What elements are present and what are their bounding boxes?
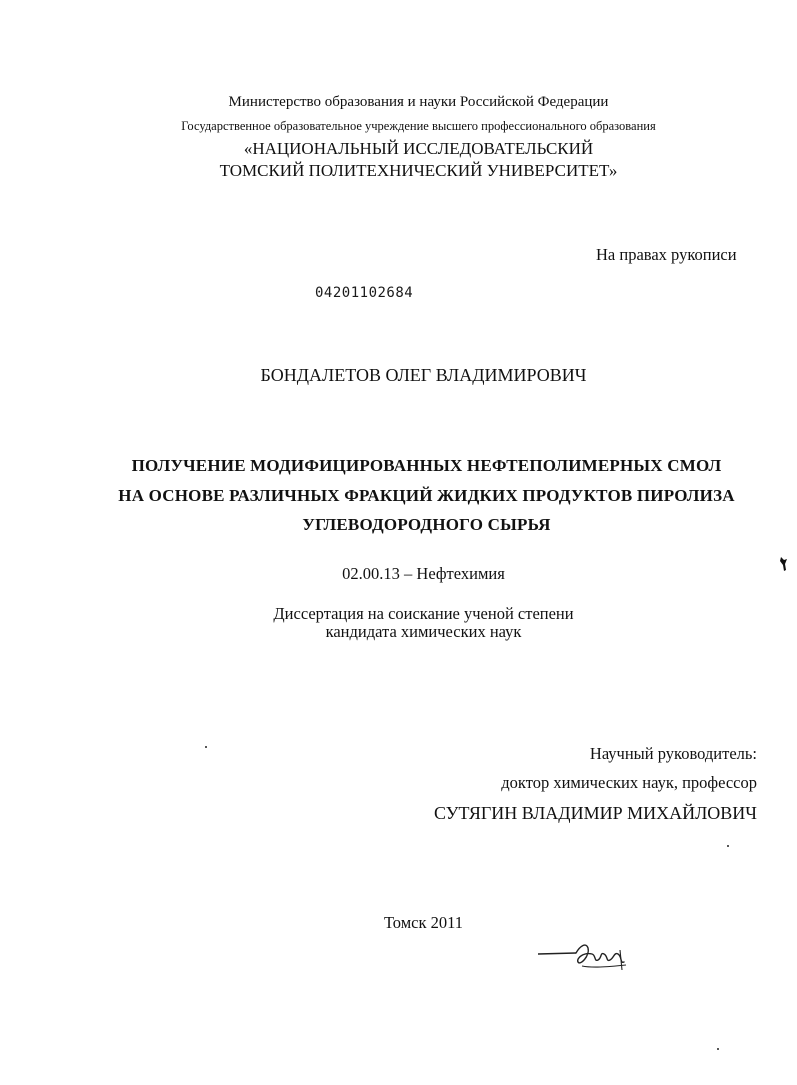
- margin-mark: [779, 556, 789, 572]
- supervisor-name: СУТЯГИН ВЛАДИМИР МИХАЙЛОВИЧ: [434, 803, 757, 823]
- thesis-title-line-3: УГЛЕВОДОРОДНОГО СЫРЬЯ: [302, 515, 551, 534]
- ministry-name: Министерство образования и науки Российской Федерации: [228, 94, 609, 110]
- manuscript-rights-note: На правах рукописи: [596, 245, 737, 264]
- supervisor-label: Научный руководитель:: [589, 744, 757, 763]
- university-name-line-2: ТОМСКИЙ ПОЛИТЕХНИЧЕСКИЙ УНИВЕРСИТЕТ»: [219, 161, 618, 180]
- university-name-line-1: «НАЦИОНАЛЬНЫЙ ИССЛЕДОВАТЕЛЬСКИЙ: [243, 139, 594, 158]
- handwritten-signature: [536, 936, 632, 976]
- author-name: БОНДАЛЕТОВ ОЛЕГ ВЛАДИМИРОВИЧ: [260, 365, 587, 385]
- thesis-title-line-1: ПОЛУЧЕНИЕ МОДИФИЦИРОВАННЫХ НЕФТЕПОЛИМЕРНЫХ СМОЛ: [131, 456, 722, 475]
- scan-speck: [205, 746, 207, 748]
- thesis-title-line-2: НА ОСНОВЕ РАЗЛИЧНЫХ ФРАКЦИЙ ЖИДКИХ ПРОДУКТОВ ПИРОЛИЗА: [118, 486, 735, 505]
- inventory-number-stamp: 04201102684: [315, 285, 414, 301]
- institution-type: Государственное образовательное учреждение высшего профессионального образования: [181, 119, 656, 133]
- dissertation-degree-line-1: Диссертация на соискание ученой степени: [273, 604, 574, 623]
- supervisor-degree: доктор химических наук, профессор: [501, 773, 757, 792]
- city-and-year: Томск 2011: [383, 913, 464, 932]
- scan-speck: [727, 845, 729, 847]
- dissertation-degree-line-2: кандидата химических наук: [325, 622, 522, 641]
- specialty-code: 02.00.13 – Нефтехимия: [342, 564, 505, 583]
- scan-speck: [717, 1048, 719, 1050]
